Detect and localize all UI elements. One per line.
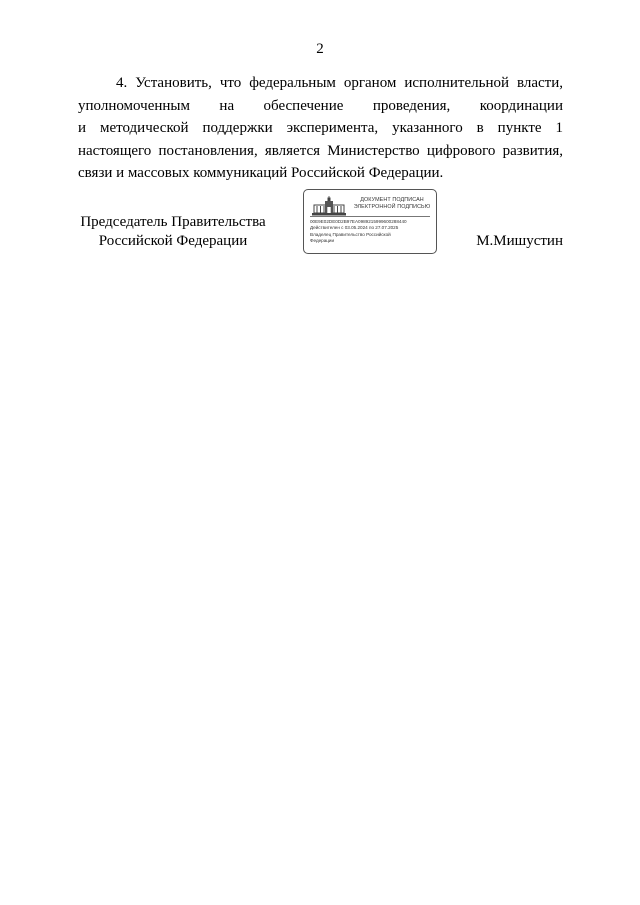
signer-title-line: Российской Федерации bbox=[98, 232, 248, 249]
government-building-icon bbox=[312, 196, 346, 216]
paragraph-line: 4. Установить, что федеральным органом исполнительной власти, bbox=[116, 75, 563, 91]
paragraph-line: связи и массовых коммуникаций Российской Федерации. bbox=[78, 165, 444, 182]
certificate-serial: 00E9E02DE0D2B97EA0989215999600288440 bbox=[310, 219, 407, 224]
certificate-owner-continued: Федерации bbox=[310, 238, 335, 244]
stamp-divider bbox=[310, 216, 430, 217]
signer-title-line: Председатель Правительства bbox=[80, 214, 266, 230]
signer-title bbox=[78, 213, 268, 250]
stamp-heading-line: ЭЛЕКТРОННОЙ ПОДПИСЬЮ bbox=[353, 204, 431, 210]
signer-name: М.Мишустин bbox=[476, 233, 563, 249]
paragraph-line: настоящего постановления, является Министерство цифрового развития, bbox=[78, 142, 563, 159]
stamp-heading-line: ДОКУМЕНТ ПОДПИСАН bbox=[360, 197, 424, 203]
paragraph-4 bbox=[78, 72, 563, 185]
stamp-heading bbox=[348, 197, 436, 211]
stamp-details bbox=[310, 219, 435, 245]
electronic-signature-stamp bbox=[303, 189, 437, 254]
paragraph-line: и методической поддержки эксперимента, указанного в пункте 1 bbox=[78, 120, 563, 137]
page-number: 2 bbox=[316, 41, 324, 57]
certificate-owner: Владелец Правительство Российской bbox=[310, 231, 391, 237]
certificate-validity: Действителен с 03.05.2024 по 27.07.2025 bbox=[310, 225, 399, 231]
paragraph-line: уполномоченным на обеспечение проведения, координации bbox=[78, 97, 563, 114]
